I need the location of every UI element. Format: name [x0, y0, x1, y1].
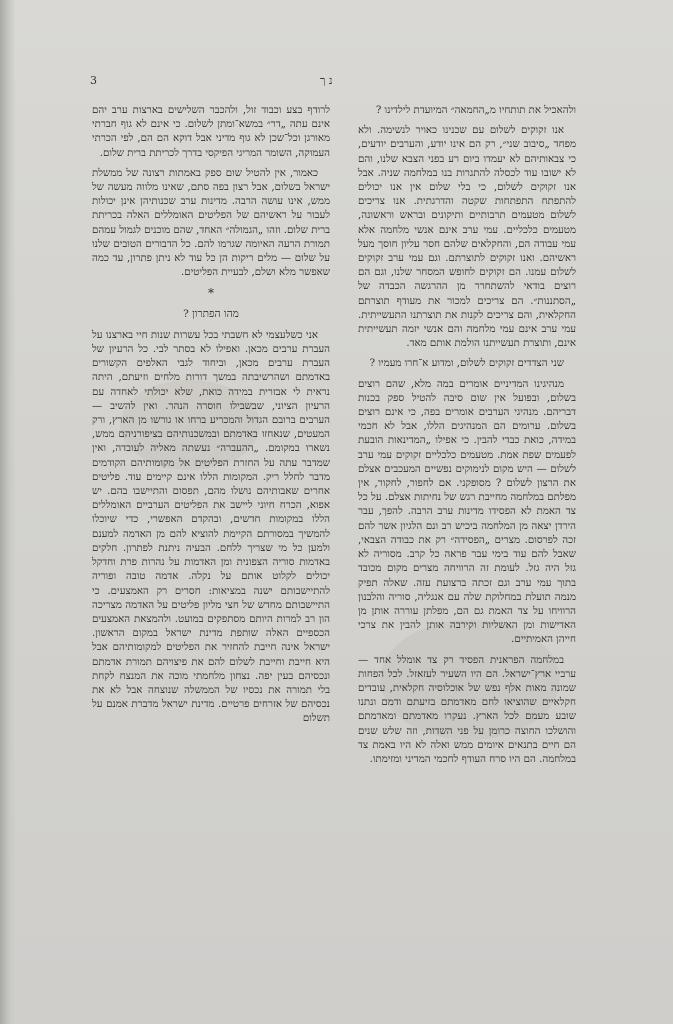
paragraph: שני הצדדים זקוקים לשלום, ומדוע א־חרו מעמיו ?	[369, 358, 564, 370]
paragraph: כאמור, אין להטיל שום ספק באמתות רצונה של ממשלת ישראל בשלום, אבל רצון בפה סתם, שאינו מלווה מעשה של ממש, אינו עושה הרבה. מדינות ערב שכנותיהן אינן יכולות לעבור על ראשיהם של הפליטים האומללים האלה בכריתת ברית שלום. וזהו „הגמולה״ האחד, שהם מוכנים לגמול עמהם תמורת הרעה האיומה שגרמו להם. כל הדבורים הטובים שלנו על שלום — מלים ריקות הן כל עוד לא ניתן פתרון, עד כמה שאפשר מלא ושלם, לבעיית הפליטים.	[92, 167, 330, 279]
paragraph: אני כשלעצמי לא חשבתי בכל עשרות שנות חיי בארצנו על העברת ערבים מכאן. ואפילו לא בסתר לבי. כל הרעיון של העברת ערבים מכאן, וביחוד לגבי האלפים הקשורים באדמתם ושהרשיבתה במשך דורות מלחים וזיעתם, היתה נראית לי אבזרית במידה כואת, שלא יכולתי לאחדה עם הרעיון הציוני, שבשבילו חוסרה הנהר. ואין להשיב — הערבים ברובם הגדול והמכריע ברחו או גורשו מן הארץ, ורק המעטים, שנאחזו באדמתם ובמשכנותיהם בציפורניהם ממש, נשארו במקומם. „ההעברה״ נעשתה מאליה לעובדה, ואין שמדבר עתה על החזרת הפליטים אל מקומותיהם הקודמים מדבר לחלל ריק. המקומות הללו אינם קיימים עוד. פליטים אחרים שאבותיהם נושלו מהם, תפסום והתיישבו בהם. יש אפוא, הכרח חיוני ליישב את הפליטים הערביים האומללים הללו במקומות חדשים, ובהקדם האפשרי, כדי שיוכלו להמשיך במסורתם הקיימת להוציא להם מן האדמה למענם ולמען כל מי שצריך ללחם. הבעיה ניתנת לפתרון. חלקים באדמות סוריה הצפונית ומן האדמות על נהרות פרת וחדקל יכולים לקלוט אותם על נקלה. אדמה טובה ופוריה להתיישבותם ישנה במציאות: חסרים רק האמצעים. כי התיישבותם מחדש של חצי מליון פליטים על האדמה מצריכה הון רב למרות היותם מסתפקים במועט. ולהמצאת האמצעים הכספיים האלה שותפת מדינת ישראל במקום הראשון. ישראל אינה חייבת להחזיר את הפליטים למקומותיהם אבל היא חייבת וחייבת לשלום להם את פיצויהם תמורת אדמתם ונכסיהם בעין יפה. נצחון מלחמתי מוכה את המנצח לקחת בלי תמורה את נכסיו של הממשלה שנוצחה אבל לא את נכסיהם של אזרחים פרטיים. מדינת ישראל מדברת אמנם על תשלום	[92, 329, 330, 725]
paragraph: מנהיגינו המדיניים אומרים במה מלא, שהם רוצים בשלום, ובפועל אין שום סיבה להטיל ספק בכנות דבריהם. מנהיגי הערבים אומרים בפה, כי אינם רוצים בשלום. ערומים הם המנהיגים הללו, אבל לא חכמי במידה, כואת כבדי להבין. כי אפילו „המדינאות הובעת לפעמים שפת אמת. מטעמים כלכליים זקוקים עמי ערב לשלום — היש מקום לנימוקים נפשיים המעכבים אצלם את הרצון לשלום ? מסופקני. אם לחפור, לחקור, אין מפלתם במלחמה מחייבת רגש של נחיתות אצלם. על כל צד האמת לא הפסידו מדינות ערב הרבה. להפך, עבר הירדן יצאה מן המלחמה ביכיש רב ונם הלגיון אשר להם זכה לפרסום. מצרים „הפסידה״ רק את כבודה הצבאי, שאבל להם עוד בימי עבר פראה כל קרב. מסוריה לא גזל היה גזל. לעומת זה הרוויחה מצרים מקום מכובד בתוך עמי ערב וגם זכתה ברצועת עזה. שאלה תפיק מנמה תועלת במחלוקת שלה עם אנגליה, סוריה והלבנון הרוויחו על צד האמת גם הם, מפלתן עוררה אותן מן האדישות ומן האשליות וקירבה אותן להבין את צרכי חייהן האמיתיים.	[358, 378, 576, 646]
header-center-mark: נ ך	[320, 74, 333, 87]
paragraph: במלחמה הפראנית הפסיד רק צד אומלל אחד — ערביי ארץ־ישראל. הם היו השעיר לעזאזל. לכל הפחות שמונה מאות אלף נפש של אוכלוסיה חקלאית, עובדים חקלאיים שהוציאו לחם מאדמתם בזיעתם ודמם ונתנו שובע מעמם לכל הארץ. נעקרו מאדמתם ומאדמתם והושלכו החוצה כרומן על פני השדות, וזה שלש שנים הם חיים בתנאים איומים ממש ואלה לא היו באמת צד במלחמה. הם היו סרח העודף לחכמי המדיני ומזימתו.	[358, 654, 576, 765]
paragraph: לרודף בצע וכבוד זול, ולהכבר השלישים בארצות ערב יהם אינם עתה „דר״ במשא־ומתן לשלום. כי אינם לא גוף חברתי מאורגן וכל־שכן לא גוף מדיני אבל דוקא הם הם, לפי הכרתי העמוקה, השומר המריגי הפיקסי בדרך לכריתת ברית שלום.	[92, 105, 330, 159]
page-fold-shadow	[0, 0, 16, 1024]
left-column	[92, 104, 330, 934]
paragraph: ולהאכיל את תותחיו מ„החמאה״ המיועדת לילדינו ?	[375, 105, 576, 116]
page-header	[90, 74, 580, 92]
section-separator: *	[208, 286, 214, 301]
section-heading: מהו הפתרון ?	[183, 307, 239, 320]
right-column	[358, 104, 576, 934]
paragraph: אנו זקוקים לשלום עם שכנינו כאויר לנשימה. ולא מפחד „סיבוב שני״, רק הם אינו יודע, והערבים יודעים, כי צבאותיהם לא יעמדו ביום רע בפני הצבא שלנו, והם לא ישובו עוד לכסלה להתגרות בנו במלחמה שניה. אבל אנו זקוקים לשלום, כי בלי שלום אין אנו יכולים להתפתח התפתחות שקטה והדרגתית. אנו צריכים לשלום מטעמים תרבותיים ותיקונים ובראש וראשונה, מטעמים כלכליים. עמי ערב אינם אנשי מלחמה אלא עמי עבודה הם, והחקלאים שלהם חסר עליון חוסך מעל ראשיהם. ואנו זקוקים לתוצרתם. וגם עמי ערב זקוקים לשלום עמנו. הם זקוקים לחופש המסחר שלנו, וגם הם רוצים בודאי להשתחרר מן ההרגשה הכבדה של „הסתננות״. הם צריכים למכור את מעודף תוצרתם החקלאית, והם צריכים לקנות את תוצרתנו התעשייתית. עמי ערב אינם עמי מלחמה והם אנשי יזמה תעשייתית אינם, ותוצרת תעשייתנו הולמת אותם מאד.	[358, 125, 576, 350]
page-number: 3	[90, 74, 97, 87]
